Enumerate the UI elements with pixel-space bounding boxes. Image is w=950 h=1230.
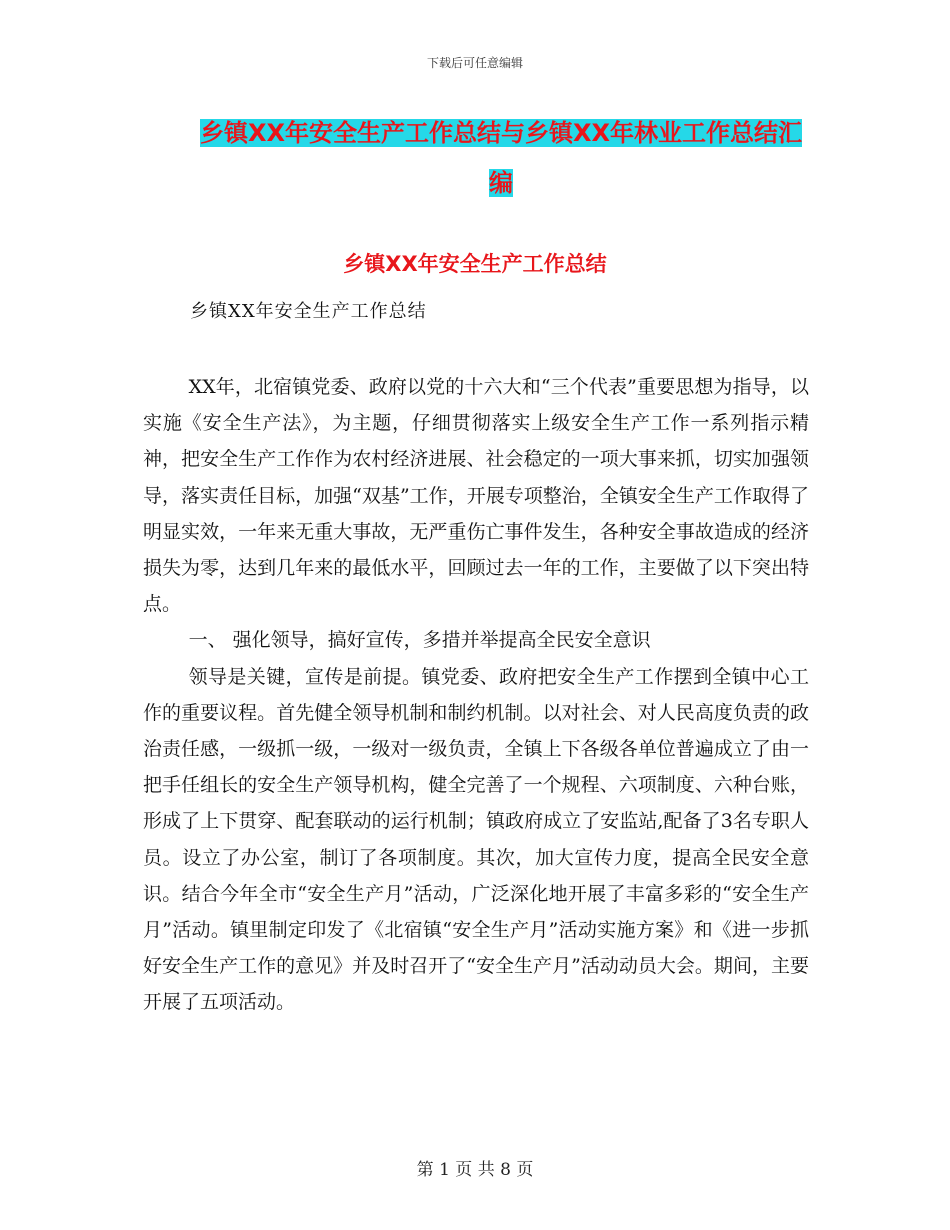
paragraph-intro: XX年，北宿镇党委、政府以党的十六大和“三个代表”重要思想为指导，以实施《安全生产法》，为主题，仔细贯彻落实上级安全生产工作一系列指示精神，把安全生产工作作为农村经济进展、社会稳定的一项大事来抓，切实加强领导，落实责任目标，加强“双基”工作，开展专项整治，全镇安全生产工作取得了明显实效，一年来无重大事故，无严重伤亡事件发生，各种安全事故造成的经济损失为零，达到几年来的最低水平，回顾过去一年的工作，主要做了以下突出特点。	[143, 376, 809, 616]
paragraph-heading-1: 一、 强化领导，搞好宣传，多措并举提高全民安全意识	[188, 629, 651, 652]
header-note: 下载后可任意编辑	[426, 56, 523, 70]
paragraph-leadership: 领导是关键，宣传是前提。镇党委、政府把安全生产工作摆到全镇中心工作的重要议程。首先健全领导机制和制约机制。以对社会、对人民高度负责的政治责任感，一级抓一级，一级对一级负责，全镇上下各级各单位普遍成立了由一把手任组长的安全生产领导机构，健全完善了一个规程、六项制度、六种台账，形成了上下贯穿、配套联动的运行机制；镇政府成立了安监站,配备了3名专职人员。设立了办公室，制订了各项制度。其次，加大宣传力度，提高全民安全意识。结合今年全市“安全生产月”活动，广泛深化地开展了丰富多彩的“安全生产月”活动。镇里制定印发了《北宿镇“安全生产月”活动实施方案》和《进一步抓好安全生产工作的意见》并及时召开了“安全生产月”活动动员大会。期间，主要开展了五项活动。	[143, 665, 809, 1014]
body-text	[143, 369, 809, 1021]
page-number-footer: 第 1 页 共 8 页	[416, 1160, 534, 1180]
document-title	[195, 108, 807, 208]
document-title-text: 乡镇XX年安全生产工作总结与乡镇XX年林业工作总结汇编	[199, 119, 802, 197]
subtitle: 乡镇XX年安全生产工作总结	[190, 301, 427, 322]
section-title: 乡镇XX年安全生产工作总结	[343, 252, 607, 276]
